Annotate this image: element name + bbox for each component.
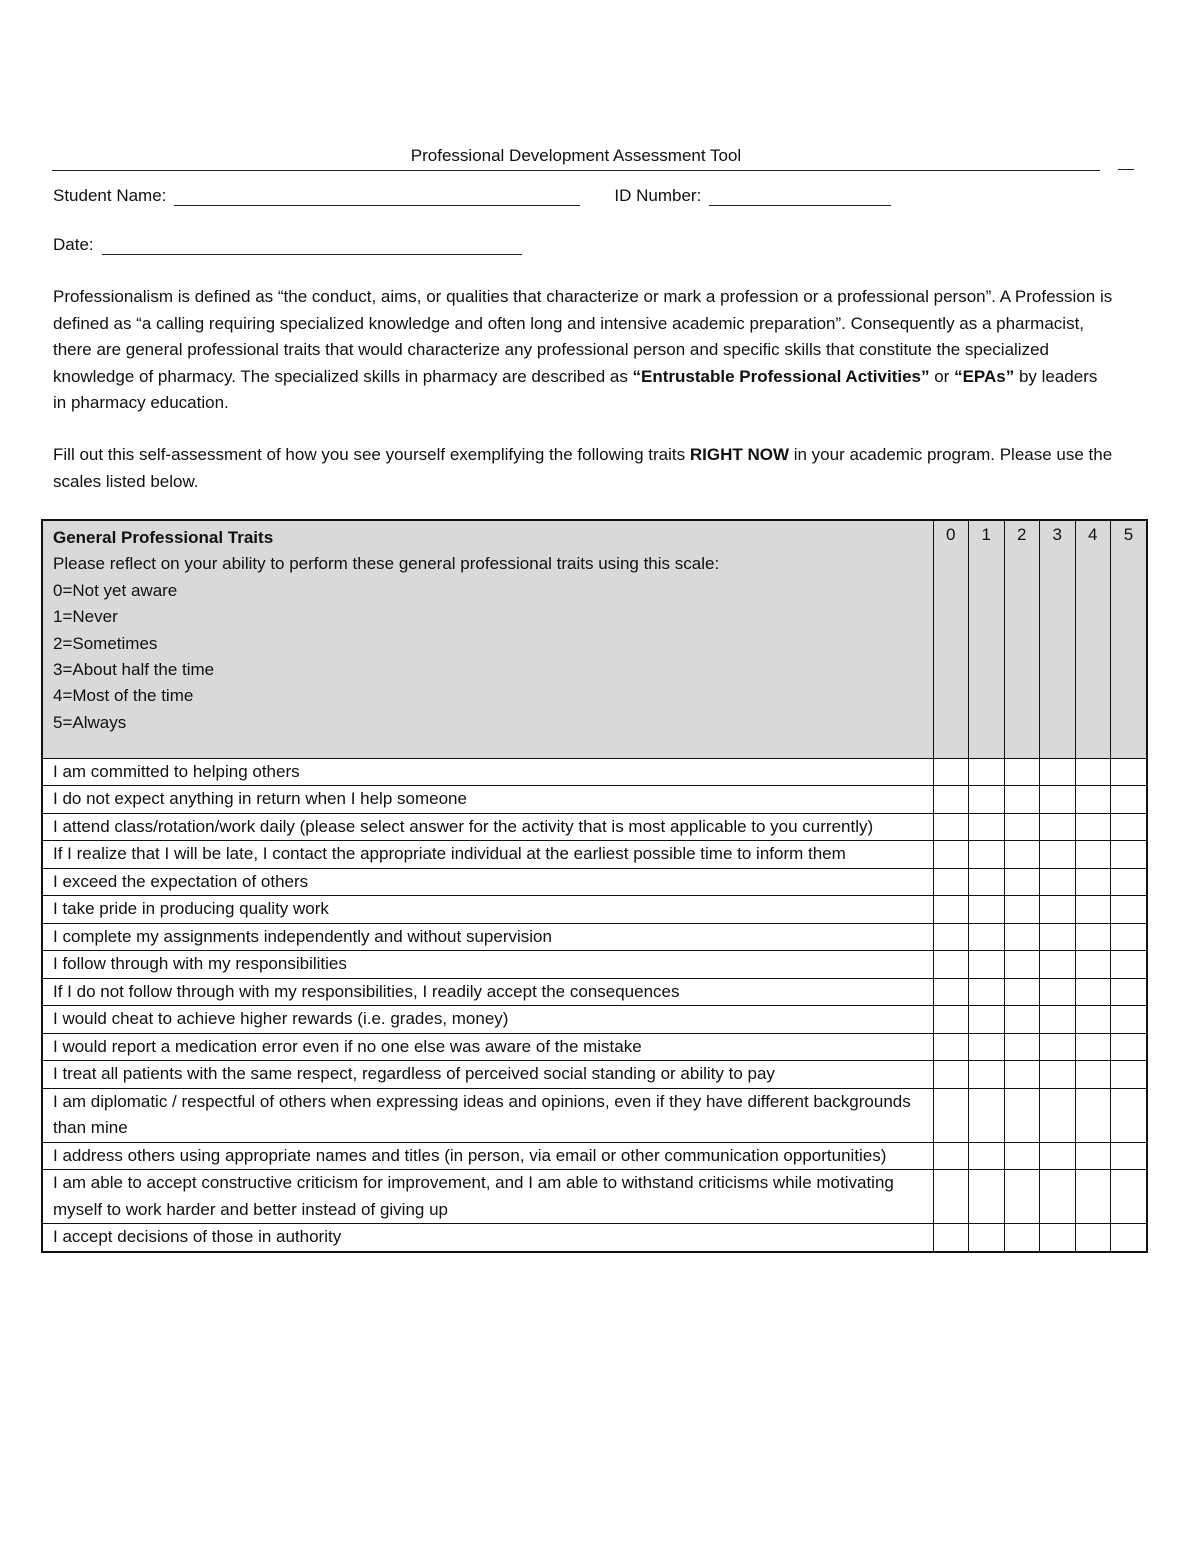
rating-cell-0[interactable] <box>933 951 969 979</box>
rating-cell-3[interactable] <box>1040 1061 1076 1089</box>
rating-cell-1[interactable] <box>969 1224 1005 1252</box>
rating-cell-4[interactable] <box>1075 896 1111 924</box>
trait-statement: I take pride in producing quality work <box>42 896 933 924</box>
rating-cell-2[interactable] <box>1004 868 1040 896</box>
rating-cell-1[interactable] <box>969 758 1005 786</box>
table-row <box>42 978 1147 1006</box>
rating-cell-5[interactable] <box>1111 896 1148 924</box>
column-header-4: 4 <box>1075 520 1111 758</box>
rating-cell-1[interactable] <box>969 951 1005 979</box>
table-row <box>42 868 1147 896</box>
rating-cell-2[interactable] <box>1004 1033 1040 1061</box>
rating-cell-3[interactable] <box>1040 896 1076 924</box>
rating-cell-2[interactable] <box>1004 1088 1040 1142</box>
rating-cell-4[interactable] <box>1075 1006 1111 1034</box>
trait-statement: If I do not follow through with my responsibilities, I readily accept the consequences <box>42 978 933 1006</box>
rating-cell-3[interactable] <box>1040 786 1076 814</box>
date-row <box>53 235 522 255</box>
epa-term: “Entrustable Professional Activities” <box>632 366 930 386</box>
date-label: Date: <box>53 235 94 254</box>
rating-cell-2[interactable] <box>1004 786 1040 814</box>
rating-cell-2[interactable] <box>1004 1061 1040 1089</box>
intro-paragraph: Professionalism is defined as “the conduct, aims, or qualities that characterize or mark a profession or a professional person”. A Profession is defined as “a calling requiring specialized knowledge and often long and intensive academic preparation”. Consequently as a pharmacist, there are general professional traits that would characterize any professional person and specific skills that constitute the specialized knowledge of pharmacy. The specialized skills in pharmacy are described as “Entrustable Professional Activities” or “EPAs” by leaders in pharmacy education. <box>53 287 1113 413</box>
scale-level-4: 4=Most of the time <box>53 686 194 706</box>
rating-cell-3[interactable] <box>1040 1224 1076 1252</box>
rating-cell-3[interactable] <box>1040 841 1076 869</box>
table-row <box>42 1088 1147 1142</box>
table-header-row <box>42 520 1147 758</box>
table-row <box>42 1170 1147 1224</box>
student-name-row <box>53 186 891 206</box>
trait-statement: I exceed the expectation of others <box>42 868 933 896</box>
rating-cell-1[interactable] <box>969 813 1005 841</box>
rating-cell-5[interactable] <box>1111 1170 1148 1224</box>
rating-cell-3[interactable] <box>1040 1088 1076 1142</box>
table-row <box>42 951 1147 979</box>
rating-cell-3[interactable] <box>1040 1142 1076 1170</box>
rating-cell-2[interactable] <box>1004 841 1040 869</box>
rating-cell-5[interactable] <box>1111 1088 1148 1142</box>
table-row <box>42 758 1147 786</box>
assessment-table <box>41 519 1148 1253</box>
rating-cell-0[interactable] <box>933 923 969 951</box>
rating-cell-3[interactable] <box>1040 978 1076 1006</box>
scale-level-1: 1=Never <box>53 607 118 627</box>
rating-cell-1[interactable] <box>969 923 1005 951</box>
rating-cell-4[interactable] <box>1075 841 1111 869</box>
student-name-field[interactable] <box>174 187 580 206</box>
rating-cell-4[interactable] <box>1075 758 1111 786</box>
document-title: Professional Development Assessment Tool <box>410 146 742 165</box>
rating-cell-1[interactable] <box>969 1170 1005 1224</box>
trait-statement: I do not expect anything in return when I help someone <box>42 786 933 814</box>
rating-cell-1[interactable] <box>969 868 1005 896</box>
rating-cell-2[interactable] <box>1004 813 1040 841</box>
rating-cell-0[interactable] <box>933 1142 969 1170</box>
rating-cell-3[interactable] <box>1040 758 1076 786</box>
rating-cell-3[interactable] <box>1040 1170 1076 1224</box>
scale-level-5: 5=Always <box>53 712 127 732</box>
trait-statement: I address others using appropriate names and titles (in person, via email or other communication opportunities) <box>42 1142 933 1170</box>
student-name-label: Student Name: <box>53 186 167 205</box>
rating-cell-5[interactable] <box>1111 841 1148 869</box>
table-row <box>42 841 1147 869</box>
rating-cell-0[interactable] <box>933 1224 969 1252</box>
rating-cell-0[interactable] <box>933 896 969 924</box>
trait-statement: I am able to accept constructive criticism for improvement, and I am able to withstand criticisms while motivating myself to work harder and better instead of giving up <box>42 1170 933 1224</box>
rating-cell-0[interactable] <box>933 1006 969 1034</box>
trait-statement: I am committed to helping others <box>42 758 933 786</box>
rating-cell-1[interactable] <box>969 1088 1005 1142</box>
trait-statement: I would report a medication error even if no one else was aware of the mistake <box>42 1033 933 1061</box>
rating-cell-4[interactable] <box>1075 951 1111 979</box>
rating-cell-4[interactable] <box>1075 978 1111 1006</box>
rating-cell-5[interactable] <box>1111 1224 1148 1252</box>
rating-cell-0[interactable] <box>933 841 969 869</box>
table-row <box>42 1033 1147 1061</box>
date-field[interactable] <box>102 236 522 255</box>
rating-cell-5[interactable] <box>1111 923 1148 951</box>
rating-cell-3[interactable] <box>1040 813 1076 841</box>
table-row <box>42 1224 1147 1252</box>
rating-cell-4[interactable] <box>1075 1224 1111 1252</box>
rating-cell-2[interactable] <box>1004 896 1040 924</box>
rating-cell-2[interactable] <box>1004 1170 1040 1224</box>
rating-cell-0[interactable] <box>933 868 969 896</box>
rating-cell-0[interactable] <box>933 978 969 1006</box>
table-row <box>42 896 1147 924</box>
rating-cell-3[interactable] <box>1040 1033 1076 1061</box>
section-title: General Professional Traits <box>53 528 274 547</box>
column-header-5: 5 <box>1111 520 1148 758</box>
column-header-3: 3 <box>1040 520 1076 758</box>
rating-cell-0[interactable] <box>933 1061 969 1089</box>
rating-cell-4[interactable] <box>1075 786 1111 814</box>
scale-level-3: 3=About half the time <box>53 660 215 680</box>
rating-cell-1[interactable] <box>969 1061 1005 1089</box>
rating-cell-1[interactable] <box>969 978 1005 1006</box>
rating-cell-5[interactable] <box>1111 1033 1148 1061</box>
rating-cell-1[interactable] <box>969 841 1005 869</box>
right-now-emphasis: RIGHT NOW <box>689 445 789 464</box>
rating-cell-0[interactable] <box>933 1033 969 1061</box>
scale-instructions: Please reflect on your ability to perform these general professional traits using this scale: <box>53 554 720 574</box>
instructions-paragraph: Fill out this self-assessment of how you see yourself exemplifying the following traits RIGHT NOW in your academic program. Please use the scales listed below. <box>53 445 1113 491</box>
epa-abbrev: “EPAs” <box>954 366 1015 386</box>
rating-cell-5[interactable] <box>1111 813 1148 841</box>
rating-cell-4[interactable] <box>1075 1142 1111 1170</box>
rating-cell-1[interactable] <box>969 1006 1005 1034</box>
rating-cell-0[interactable] <box>933 1170 969 1224</box>
rating-cell-3[interactable] <box>1040 923 1076 951</box>
trait-statement: I complete my assignments independently and without supervision <box>42 923 933 951</box>
rating-cell-5[interactable] <box>1111 1142 1148 1170</box>
rating-cell-4[interactable] <box>1075 1088 1111 1142</box>
scale-level-0: 0=Not yet aware <box>53 580 178 600</box>
rating-cell-4[interactable] <box>1075 1170 1111 1224</box>
rating-cell-0[interactable] <box>933 1088 969 1142</box>
table-row <box>42 1061 1147 1089</box>
rating-cell-4[interactable] <box>1075 1061 1111 1089</box>
rating-cell-5[interactable] <box>1111 1006 1148 1034</box>
table-row <box>42 786 1147 814</box>
rating-cell-3[interactable] <box>1040 1006 1076 1034</box>
rating-cell-5[interactable] <box>1111 951 1148 979</box>
rating-cell-1[interactable] <box>969 786 1005 814</box>
trait-statement: If I realize that I will be late, I contact the appropriate individual at the earliest possible time to inform them <box>42 841 933 869</box>
rating-cell-2[interactable] <box>1004 1224 1040 1252</box>
title-rule-tail <box>1118 169 1134 170</box>
column-header-1: 1 <box>969 520 1005 758</box>
id-number-label: ID Number: <box>614 186 702 205</box>
trait-statement: I treat all patients with the same respect, regardless of perceived social standing or ability to pay <box>42 1061 933 1089</box>
trait-statement: I would cheat to achieve higher rewards (i.e. grades, money) <box>42 1006 933 1034</box>
rating-cell-4[interactable] <box>1075 868 1111 896</box>
trait-statement: I attend class/rotation/work daily (please select answer for the activity that is most applicable to you currently) <box>42 813 933 841</box>
table-row <box>42 1006 1147 1034</box>
column-header-0: 0 <box>933 520 969 758</box>
scale-description-cell <box>42 520 933 758</box>
rating-cell-2[interactable] <box>1004 758 1040 786</box>
rating-cell-5[interactable] <box>1111 1061 1148 1089</box>
table-row <box>42 813 1147 841</box>
rating-cell-1[interactable] <box>969 1033 1005 1061</box>
trait-statement: I accept decisions of those in authority <box>42 1224 933 1252</box>
scale-level-2: 2=Sometimes <box>53 633 158 653</box>
rating-cell-2[interactable] <box>1004 1006 1040 1034</box>
table-row <box>42 923 1147 951</box>
trait-statement: I follow through with my responsibilities <box>42 951 933 979</box>
rating-cell-5[interactable] <box>1111 786 1148 814</box>
rating-cell-2[interactable] <box>1004 1142 1040 1170</box>
rating-cell-2[interactable] <box>1004 951 1040 979</box>
document-title-row <box>52 144 1100 171</box>
rating-cell-0[interactable] <box>933 786 969 814</box>
rating-cell-5[interactable] <box>1111 868 1148 896</box>
table-row <box>42 1142 1147 1170</box>
trait-statement: I am diplomatic / respectful of others when expressing ideas and opinions, even if they have different backgrounds than mine <box>42 1088 933 1142</box>
rating-cell-2[interactable] <box>1004 978 1040 1006</box>
rating-cell-3[interactable] <box>1040 868 1076 896</box>
rating-cell-0[interactable] <box>933 758 969 786</box>
rating-cell-2[interactable] <box>1004 923 1040 951</box>
rating-cell-4[interactable] <box>1075 1033 1111 1061</box>
rating-cell-4[interactable] <box>1075 923 1111 951</box>
rating-cell-4[interactable] <box>1075 813 1111 841</box>
rating-cell-0[interactable] <box>933 813 969 841</box>
rating-cell-1[interactable] <box>969 896 1005 924</box>
rating-cell-3[interactable] <box>1040 951 1076 979</box>
id-number-field[interactable] <box>709 187 891 206</box>
column-header-2: 2 <box>1004 520 1040 758</box>
rating-cell-1[interactable] <box>969 1142 1005 1170</box>
rating-cell-5[interactable] <box>1111 978 1148 1006</box>
rating-cell-5[interactable] <box>1111 758 1148 786</box>
